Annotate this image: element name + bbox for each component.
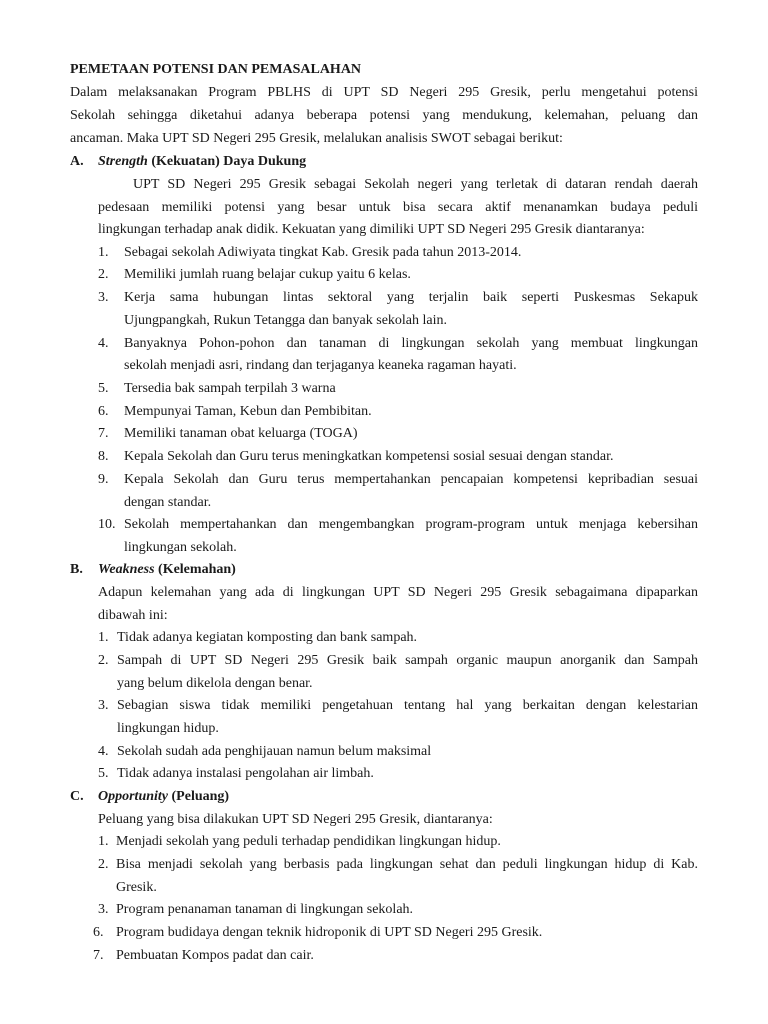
- list-item-number: 5.: [98, 766, 109, 781]
- strength-para-line: UPT SD Negeri 295 Gresik sebagai Sekolah negeri yang terletak di dataran rendah daerah: [133, 177, 698, 192]
- list-item: Banyaknya Pohon-pohon dan tanaman di lingkungan sekolah yang membuat lingkungan: [124, 336, 698, 351]
- list-item-number: 2.: [98, 857, 109, 872]
- list-item: Kepala Sekolah dan Guru terus meningkatkan kompetensi sosial sesuai dengan standar.: [124, 449, 614, 464]
- list-item-number: 6.: [98, 404, 109, 419]
- list-item-number: 7.: [93, 948, 104, 963]
- intro-line: ancaman. Maka UPT SD Negeri 295 Gresik, melalukan analisis SWOT sebagai berikut:: [70, 131, 563, 146]
- document-title: PEMETAAN POTENSI DAN PEMASALAHAN: [70, 62, 362, 77]
- list-item-number: 5.: [98, 381, 109, 396]
- list-item-cont: Ujungpangkah, Rukun Tetangga dan banyak sekolah lain.: [124, 313, 448, 328]
- list-item-number: 3.: [98, 698, 109, 713]
- heading-en: Strength: [98, 154, 148, 169]
- section-letter-b: B.: [70, 562, 83, 577]
- list-item-cont: yang belum dikelola dengan benar.: [117, 676, 313, 691]
- intro-line: Sekolah sehingga diketahui adanya beberapa potensi yang mendukung, kelemahan, peluang dan: [70, 108, 698, 123]
- list-item-number: 7.: [98, 426, 109, 441]
- heading-id: (Peluang): [168, 789, 230, 804]
- list-item-number: 3.: [98, 290, 109, 305]
- list-item-number: 1.: [98, 630, 109, 645]
- strength-para-line: pedesaan memiliki potensi yang besar untuk bisa secara aktif menanamkan budaya peduli: [98, 200, 698, 215]
- list-item-cont: Gresik.: [116, 880, 157, 895]
- list-item-cont: dengan standar.: [124, 495, 212, 510]
- list-item: Menjadi sekolah yang peduli terhadap pendidikan lingkungan hidup.: [116, 834, 501, 849]
- list-item: Kerja sama hubungan lintas sektoral yang terjalin baik seperti Puskesmas Sekapuk: [124, 290, 698, 305]
- section-letter-a: A.: [70, 154, 84, 169]
- list-item: Pembuatan Kompos padat dan cair.: [116, 948, 314, 963]
- strength-para-line: lingkungan terhadap anak didik. Kekuatan yang dimiliki UPT SD Negeri 295 Gresik diantaranya:: [98, 222, 645, 237]
- section-heading-opportunity: [98, 788, 229, 805]
- list-item-number: 2.: [98, 267, 109, 282]
- list-item: Program budidaya dengan teknik hidroponik di UPT SD Negeri 295 Gresik.: [116, 925, 543, 940]
- list-item-number: 9.: [98, 472, 109, 487]
- list-item: Kepala Sekolah dan Guru terus mempertahankan pencapaian kompetensi kepribadian sesuai: [124, 472, 698, 487]
- list-item: Sebagian siswa tidak memiliki pengetahuan tentang hal yang berkaitan dengan kelestarian: [117, 698, 698, 713]
- list-item-number: 2.: [98, 653, 109, 668]
- section-letter-c: C.: [70, 789, 84, 804]
- list-item-number: 1.: [98, 245, 109, 260]
- list-item: Tersedia bak sampah terpilah 3 warna: [124, 381, 336, 396]
- list-item: Tidak adanya kegiatan komposting dan bank sampah.: [117, 630, 418, 645]
- list-item: Sampah di UPT SD Negeri 295 Gresik baik sampah organic maupun anorganik dan Sampah: [117, 653, 698, 668]
- list-item-cont: sekolah menjadi asri, rindang dan terjaganya keaneka ragaman hayati.: [124, 358, 517, 373]
- list-item: Bisa menjadi sekolah yang berbasis pada lingkungan sehat dan peduli lingkungan hidup di Kab.: [116, 857, 698, 872]
- list-item-number: 3.: [98, 902, 109, 917]
- list-item-number: 10.: [98, 517, 116, 532]
- list-item-number: 4.: [98, 336, 109, 351]
- list-item-number: 4.: [98, 744, 109, 759]
- list-item: Sebagai sekolah Adiwiyata tingkat Kab. Gresik pada tahun 2013-2014.: [124, 245, 522, 260]
- section-heading-strength: [98, 153, 306, 170]
- list-item: Memiliki jumlah ruang belajar cukup yaitu 6 kelas.: [124, 267, 411, 282]
- list-item: Tidak adanya instalasi pengolahan air limbah.: [117, 766, 374, 781]
- weakness-para-line: dibawah ini:: [98, 608, 168, 623]
- heading-id: (Kelemahan): [154, 562, 236, 577]
- list-item-cont: lingkungan sekolah.: [124, 540, 237, 555]
- list-item-number: 8.: [98, 449, 109, 464]
- list-item-number: 6.: [93, 925, 104, 940]
- heading-id: (Kekuatan) Daya Dukung: [147, 154, 307, 169]
- list-item: Program penanaman tanaman di lingkungan sekolah.: [116, 902, 414, 917]
- section-heading-weakness: [98, 561, 236, 578]
- heading-en: Weakness: [98, 562, 155, 577]
- intro-line: Dalam melaksanakan Program PBLHS di UPT SD Negeri 295 Gresik, perlu mengetahui potensi: [70, 85, 698, 100]
- list-item-number: 1.: [98, 834, 109, 849]
- heading-en: Opportunity: [98, 789, 169, 804]
- weakness-para-line: Adapun kelemahan yang ada di lingkungan UPT SD Negeri 295 Gresik sebagaimana dipaparkan: [98, 585, 698, 600]
- opportunity-para-line: Peluang yang bisa dilakukan UPT SD Negeri 295 Gresik, diantaranya:: [98, 812, 493, 827]
- list-item: Memiliki tanaman obat keluarga (TOGA): [124, 426, 358, 441]
- list-item: Sekolah sudah ada penghijauan namun belum maksimal: [117, 744, 432, 759]
- list-item-cont: lingkungan hidup.: [117, 721, 219, 736]
- list-item: Sekolah mempertahankan dan mengembangkan program-program untuk menjaga kebersihan: [124, 517, 698, 532]
- list-item: Mempunyai Taman, Kebun dan Pembibitan.: [124, 404, 372, 419]
